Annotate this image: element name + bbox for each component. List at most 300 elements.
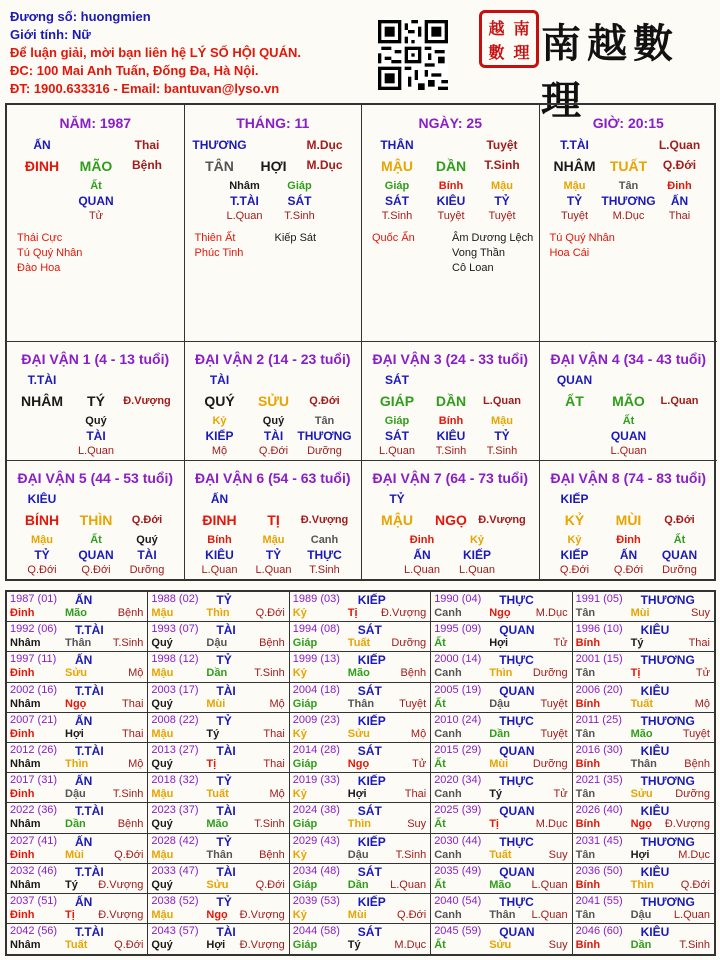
year-thap-than: KIÊU: [640, 864, 670, 879]
yearly-luck-grid: [5, 590, 716, 956]
dia-chi: SỬU: [257, 393, 290, 409]
year-cell: [431, 652, 572, 682]
vong-truong-sinh: Q.Đới: [664, 514, 695, 526]
year-chi: Tý: [347, 939, 361, 952]
year-label: 2003 (17): [151, 683, 199, 696]
year-label: 2002 (16): [10, 683, 58, 696]
year-thap-than: TỶ: [216, 774, 232, 789]
year-thap-than: QUAN: [499, 864, 535, 879]
vong-truong-sinh: Đ.Vượng: [300, 514, 349, 526]
year-thap-than: T.TÀI: [75, 925, 104, 940]
year-can: Tân: [575, 788, 596, 801]
thap-than: T.TÀI: [560, 138, 589, 152]
year-vong: Thai: [688, 637, 710, 650]
vong-truong-sinh: M.Dục: [306, 158, 343, 172]
tang-right: Tuyệt: [486, 138, 518, 152]
year-thap-than: T.TÀI: [75, 804, 104, 819]
pillar-3: [540, 105, 718, 342]
dia-chi: THÌN: [79, 512, 113, 528]
tang-vong: L.Quan: [226, 210, 263, 222]
year-chi: Sửu: [489, 939, 512, 952]
year-thap-than: KIẾP: [357, 774, 386, 789]
year-vong: Suy: [548, 848, 568, 861]
thap-than: TỶ: [389, 492, 405, 506]
year-cell: [148, 924, 289, 954]
tang-than: TỶ: [34, 548, 50, 562]
year-thap-than: TÀI: [216, 925, 236, 940]
year-cell: [148, 713, 289, 743]
year-can: Giáp: [292, 878, 318, 891]
thien-can: MẬU: [381, 512, 413, 528]
year-can: Nhâm: [10, 758, 41, 770]
year-can: Bính: [575, 818, 601, 831]
year-label: 2046 (60): [575, 925, 623, 938]
year-can: Giáp: [292, 939, 318, 952]
year-cell: [573, 713, 714, 743]
thap-than: TÀI: [209, 373, 230, 387]
year-label: 2024 (38): [292, 804, 340, 817]
year-vong: Tuyệt: [540, 727, 568, 740]
year-label: 2033 (47): [151, 864, 199, 877]
dai-van-title: ĐẠI VẬN 7 (64 - 73 tuổi): [372, 470, 529, 486]
year-cell: [431, 622, 572, 652]
year-vong: Mộ: [694, 697, 710, 710]
thap-than: THÂN: [380, 138, 414, 152]
year-thap-than: THỰC: [499, 653, 534, 668]
year-cell: [431, 894, 572, 924]
tang-right: L.Quan: [658, 138, 701, 152]
tang-than: QUAN: [78, 548, 114, 562]
thien-can: GIÁP: [379, 393, 415, 409]
year-cell: [290, 713, 431, 743]
tang-can: Ất: [90, 534, 102, 546]
thap-than: T.TÀI: [27, 373, 57, 387]
tang-than: TÀI: [137, 548, 157, 562]
dai-van-2: [185, 342, 363, 461]
year-vong: Tuyệt: [540, 697, 568, 710]
year-can: Đinh: [10, 848, 35, 861]
tang-than: QUAN: [610, 429, 647, 443]
year-can: Quý: [151, 939, 173, 952]
year-thap-than: THỰC: [499, 895, 534, 909]
year-cell: [290, 743, 431, 773]
year-vong: Tuyệt: [399, 697, 427, 710]
year-chi: Thìn: [206, 607, 230, 619]
year-vong: Suy: [691, 607, 710, 619]
tang-vong: Q.Đới: [613, 564, 644, 576]
tang-can: Tân: [618, 180, 639, 192]
year-chi: Ngọ: [206, 909, 228, 921]
tang-than: SÁT: [385, 429, 409, 443]
chart-main: [5, 103, 716, 581]
year-vong: Tử: [412, 758, 427, 770]
dai-van-title: ĐẠI VẬN 1 (4 - 13 tuổi): [21, 351, 170, 367]
year-vong: Suy: [548, 939, 568, 952]
tang-vong: T.Sinh: [381, 210, 413, 222]
thien-can: NHÂM: [553, 158, 596, 174]
year-vong: Đ.Vượng: [98, 878, 144, 891]
year-label: 1988 (02): [151, 593, 199, 605]
contact-line: Để luận giải, mời bạn liên hệ LÝ SỐ HỘI QUÁN.: [10, 45, 301, 60]
tang-can: Mậu: [491, 415, 513, 427]
year-thap-than: SÁT: [357, 744, 382, 758]
year-can: Đinh: [10, 607, 35, 619]
year-can: Mậu: [151, 848, 174, 861]
year-cell: [573, 803, 714, 833]
year-vong: Đ.Vượng: [664, 818, 710, 831]
year-cell: [573, 622, 714, 652]
year-label: 2009 (23): [292, 713, 340, 726]
year-chi: Hợi: [489, 637, 509, 650]
year-can: Đinh: [10, 909, 35, 921]
year-vong: L.Quan: [673, 909, 710, 921]
tang-right: Thai: [134, 138, 160, 152]
year-can: Ất: [434, 697, 446, 710]
year-vong: Mộ: [410, 727, 427, 740]
year-cell: [573, 683, 714, 713]
tang-than: ẤN: [670, 194, 689, 208]
year-label: 2039 (53): [292, 895, 340, 907]
year-label: 2020 (34): [434, 774, 482, 787]
year-thap-than: T.TÀI: [75, 683, 104, 698]
tang-can: Bính: [438, 415, 464, 427]
year-cell: [290, 803, 431, 833]
tang-vong: L.Quan: [458, 564, 496, 576]
year-thap-than: KIẾP: [357, 713, 386, 728]
year-thap-than: ẤN: [75, 713, 93, 728]
year-can: Tân: [575, 667, 596, 680]
year-cell: [573, 652, 714, 682]
than-sat-right: Âm Dương Lệch: [452, 232, 534, 244]
year-can: Bính: [575, 637, 601, 650]
year-chi: Mùi: [489, 758, 509, 770]
dia-chi: MÃO: [612, 393, 645, 409]
year-label: 2010 (24): [434, 713, 482, 726]
year-can: Giáp: [292, 697, 318, 710]
thien-can: KỶ: [564, 512, 585, 528]
year-can: Kỷ: [292, 607, 307, 619]
tang-can: Quý: [136, 534, 158, 546]
year-can: Tân: [575, 607, 596, 619]
year-label: 2043 (57): [151, 925, 199, 938]
tang-than: QUAN: [661, 548, 698, 562]
year-thap-than: THƯƠNG: [640, 895, 695, 909]
year-thap-than: ẤN: [75, 774, 93, 789]
year-chi: Dần: [489, 727, 510, 740]
year-label: 2023 (37): [151, 804, 199, 817]
year-can: Nhâm: [10, 818, 41, 831]
year-vong: Bệnh: [400, 667, 427, 680]
brand-name: 南越數理: [541, 20, 679, 124]
year-cell: [290, 683, 431, 713]
year-can: Mậu: [151, 788, 174, 801]
year-can: Nhâm: [10, 939, 41, 952]
thien-can: ẤT: [565, 393, 584, 409]
thien-can: TÂN: [205, 158, 234, 174]
year-label: 2042 (56): [10, 925, 58, 938]
year-label: 2007 (21): [10, 713, 58, 726]
year-label: 2001 (15): [575, 653, 623, 666]
year-cell: [431, 713, 572, 743]
dai-van-8: [540, 461, 718, 580]
year-can: Ất: [434, 939, 446, 952]
year-vong: Tử: [553, 637, 568, 650]
year-cell: [290, 894, 431, 924]
tang-vong: Q.Đới: [81, 564, 111, 576]
year-thap-than: KIÊU: [640, 623, 670, 638]
address-line: ĐC: 100 Mai Anh Tuấn, Đống Đa, Hà Nội.: [10, 63, 259, 78]
year-label: 2019 (33): [292, 774, 340, 787]
year-vong: Đ.Vượng: [98, 909, 144, 921]
year-cell: [7, 894, 148, 924]
year-chi: Mùi: [347, 909, 367, 921]
year-label: 1993 (07): [151, 623, 199, 636]
year-cell: [148, 834, 289, 864]
tang-than: KIẾP: [205, 429, 234, 443]
year-vong: Q.Đới: [396, 909, 427, 921]
year-can: Đinh: [10, 788, 35, 801]
year-vong: Tử: [695, 667, 710, 680]
tang-can: Kỷ: [469, 534, 485, 546]
year-chi: Tuất: [347, 637, 371, 650]
year-chi: Ngọ: [347, 758, 370, 770]
year-thap-than: SÁT: [357, 804, 382, 819]
tang-vong: Dưỡng: [307, 445, 342, 457]
year-can: Mậu: [151, 727, 174, 740]
year-vong: Bệnh: [117, 607, 144, 619]
year-vong: T.Sinh: [395, 848, 427, 861]
year-can: Bính: [575, 878, 601, 891]
year-vong: Tuyệt: [682, 727, 710, 740]
seal-stamp: 越 南 數 理: [479, 10, 539, 68]
year-label: 1999 (13): [292, 653, 340, 666]
year-can: Kỷ: [292, 848, 307, 861]
year-cell: [7, 773, 148, 803]
tang-than: THỰC: [307, 548, 342, 562]
year-vong: Thai: [263, 727, 285, 740]
phone-line: ĐT: 1900.633316 - Email: bantuvan@lyso.vn: [10, 81, 280, 96]
year-chi: Dậu: [65, 788, 86, 801]
year-vong: Thai: [121, 697, 144, 710]
thap-than: ẤN: [33, 138, 51, 152]
year-can: Canh: [434, 727, 462, 740]
than-sat-left: Quốc Ấn: [372, 232, 415, 244]
tang-can: Ất: [673, 534, 686, 546]
year-label: 2006 (20): [575, 683, 623, 696]
tang-can: Bính: [438, 180, 464, 192]
year-cell: [573, 924, 714, 954]
year-vong: Dưỡng: [532, 758, 568, 770]
year-vong: Bệnh: [117, 818, 144, 831]
year-label: 1998 (12): [151, 653, 199, 666]
tang-can: Giáp: [287, 180, 312, 192]
year-cell: [7, 834, 148, 864]
year-label: 1994 (08): [292, 623, 340, 636]
year-chi: Tị: [630, 667, 641, 680]
tang-than: TỶ: [265, 548, 282, 562]
year-label: 1990 (04): [434, 593, 482, 605]
year-cell: [148, 864, 289, 894]
name-line: Đương số: huongmien: [10, 9, 151, 24]
tang-than: TỶ: [494, 194, 510, 208]
year-can: Đinh: [10, 727, 35, 740]
year-thap-than: SÁT: [357, 683, 382, 698]
vong-truong-sinh: Đ.Vượng: [478, 514, 526, 526]
year-chi: Mão: [489, 878, 512, 891]
year-cell: [573, 834, 714, 864]
year-can: Bính: [575, 939, 601, 952]
year-thap-than: QUAN: [499, 744, 535, 758]
tang-vong: T.Sinh: [309, 564, 340, 576]
year-chi: Dần: [206, 667, 228, 680]
year-thap-than: T.TÀI: [75, 623, 104, 638]
dia-chi: HỢI: [260, 158, 287, 174]
year-thap-than: TỶ: [216, 895, 232, 909]
year-thap-than: QUAN: [499, 623, 535, 638]
tang-than: TỶ: [566, 194, 583, 208]
year-can: Nhâm: [10, 637, 41, 650]
tang-than: SÁT: [287, 194, 312, 208]
year-thap-than: KIÊU: [640, 804, 670, 819]
year-label: 2041 (55): [575, 895, 623, 907]
year-thap-than: KIÊU: [640, 744, 670, 758]
tang-vong: T.Sinh: [284, 210, 315, 222]
year-vong: T.Sinh: [254, 667, 285, 680]
tang-than: TỶ: [494, 429, 510, 443]
year-can: Đinh: [10, 667, 35, 680]
tang-vong: L.Quan: [378, 445, 416, 457]
year-can: Tân: [575, 727, 596, 740]
year-label: 2025 (39): [434, 804, 482, 817]
year-vong: Thai: [121, 727, 144, 740]
tang-vong: Q.Đới: [258, 445, 289, 457]
tang-than: ẤN: [619, 548, 638, 562]
year-vong: Suy: [407, 818, 427, 831]
tang-than: ẤN: [413, 548, 431, 562]
year-cell: [431, 864, 572, 894]
year-cell: [290, 622, 431, 652]
year-cell: [148, 592, 289, 622]
year-label: 2031 (45): [575, 834, 623, 847]
year-vong: Mộ: [128, 758, 144, 770]
year-vong: Mộ: [128, 667, 144, 680]
year-vong: Q.Đới: [255, 607, 285, 619]
tang-vong: Mộ: [211, 445, 228, 457]
tang-vong: L.Quan: [255, 564, 292, 576]
year-vong: T.Sinh: [254, 818, 285, 831]
dia-chi: MÙI: [615, 512, 642, 528]
year-label: 2035 (49): [434, 864, 482, 877]
tang-can: Đinh: [667, 180, 692, 192]
pillar-title: NGÀY: 25: [418, 115, 483, 131]
year-label: 1996 (10): [575, 623, 623, 636]
year-cell: [573, 864, 714, 894]
tang-than: KIÊU: [436, 194, 466, 208]
year-label: 2016 (30): [575, 744, 623, 756]
year-can: Ất: [434, 818, 446, 831]
year-thap-than: SÁT: [357, 864, 382, 879]
tang-can: Tân: [314, 415, 335, 427]
year-label: 2040 (54): [434, 895, 482, 907]
year-label: 2034 (48): [292, 864, 340, 877]
year-thap-than: THƯƠNG: [640, 834, 695, 849]
year-chi: Tị: [206, 758, 217, 770]
tang-vong: Thai: [668, 210, 691, 222]
tang-can: Nhâm: [229, 180, 260, 192]
year-label: 2036 (50): [575, 864, 623, 877]
year-vong: Mộ: [269, 697, 285, 710]
year-cell: [431, 773, 572, 803]
year-label: 1991 (05): [575, 593, 623, 605]
year-vong: Q.Đới: [114, 939, 144, 952]
vong-truong-sinh: Q.Đới: [662, 158, 697, 172]
qr-code-icon[interactable]: [378, 20, 448, 90]
year-can: Canh: [434, 909, 462, 921]
year-chi: Mão: [347, 667, 370, 680]
year-chi: Sửu: [65, 667, 88, 680]
year-chi: Tý: [630, 637, 644, 650]
year-cell: [290, 864, 431, 894]
than-sat-left: Thiên Ất: [194, 232, 236, 244]
tang-than: KIÊU: [205, 548, 234, 562]
year-can: Bính: [575, 697, 601, 710]
year-cell: [431, 592, 572, 622]
year-can: Quý: [151, 637, 173, 650]
dai-van-title: ĐẠI VẬN 4 (34 - 43 tuổi): [550, 351, 707, 367]
year-chi: Tị: [489, 818, 499, 831]
pillar-1: [185, 105, 363, 342]
year-vong: Đ.Vượng: [381, 607, 427, 619]
year-cell: [148, 743, 289, 773]
than-sat-left: Phúc Tinh: [194, 247, 244, 259]
year-can: Quý: [151, 697, 173, 710]
dia-chi: DẦN: [435, 158, 467, 174]
vong-truong-sinh: T.Sinh: [484, 158, 520, 172]
year-chi: Tý: [489, 788, 503, 801]
tang-can: Canh: [310, 534, 339, 546]
year-vong: Mộ: [269, 788, 285, 801]
year-can: Kỷ: [292, 909, 307, 921]
tang-vong: T.Sinh: [486, 445, 518, 457]
dai-van-3: [362, 342, 540, 461]
tang-can: Giáp: [384, 180, 410, 192]
year-thap-than: T.TÀI: [75, 744, 104, 758]
thap-than: SÁT: [385, 373, 409, 387]
tang-can: Giáp: [384, 415, 410, 427]
year-vong: L.Quan: [390, 878, 427, 891]
vong-truong-sinh: L.Quan: [483, 395, 521, 407]
year-cell: [148, 683, 289, 713]
year-cell: [148, 894, 289, 924]
dai-van-title: ĐẠI VẬN 5 (44 - 53 tuổi): [17, 470, 174, 486]
year-thap-than: TỶ: [216, 713, 232, 728]
year-cell: [148, 622, 289, 652]
year-label: 2012 (26): [10, 744, 58, 756]
year-thap-than: THỰC: [499, 713, 534, 728]
year-chi: Thìn: [65, 758, 89, 770]
year-vong: Thai: [404, 788, 427, 801]
year-vong: Đ.Vượng: [239, 909, 285, 921]
tang-can: Ất: [622, 415, 635, 427]
tang-vong: Tuyệt: [437, 210, 465, 222]
tang-than: THƯƠNG: [297, 429, 352, 443]
year-thap-than: ẤN: [75, 895, 93, 909]
year-vong: M.Dục: [394, 939, 427, 952]
year-thap-than: SÁT: [357, 925, 382, 940]
year-chi: Dậu: [206, 637, 228, 650]
tang-vong: Tử: [88, 210, 104, 222]
year-chi: Tý: [65, 878, 78, 891]
